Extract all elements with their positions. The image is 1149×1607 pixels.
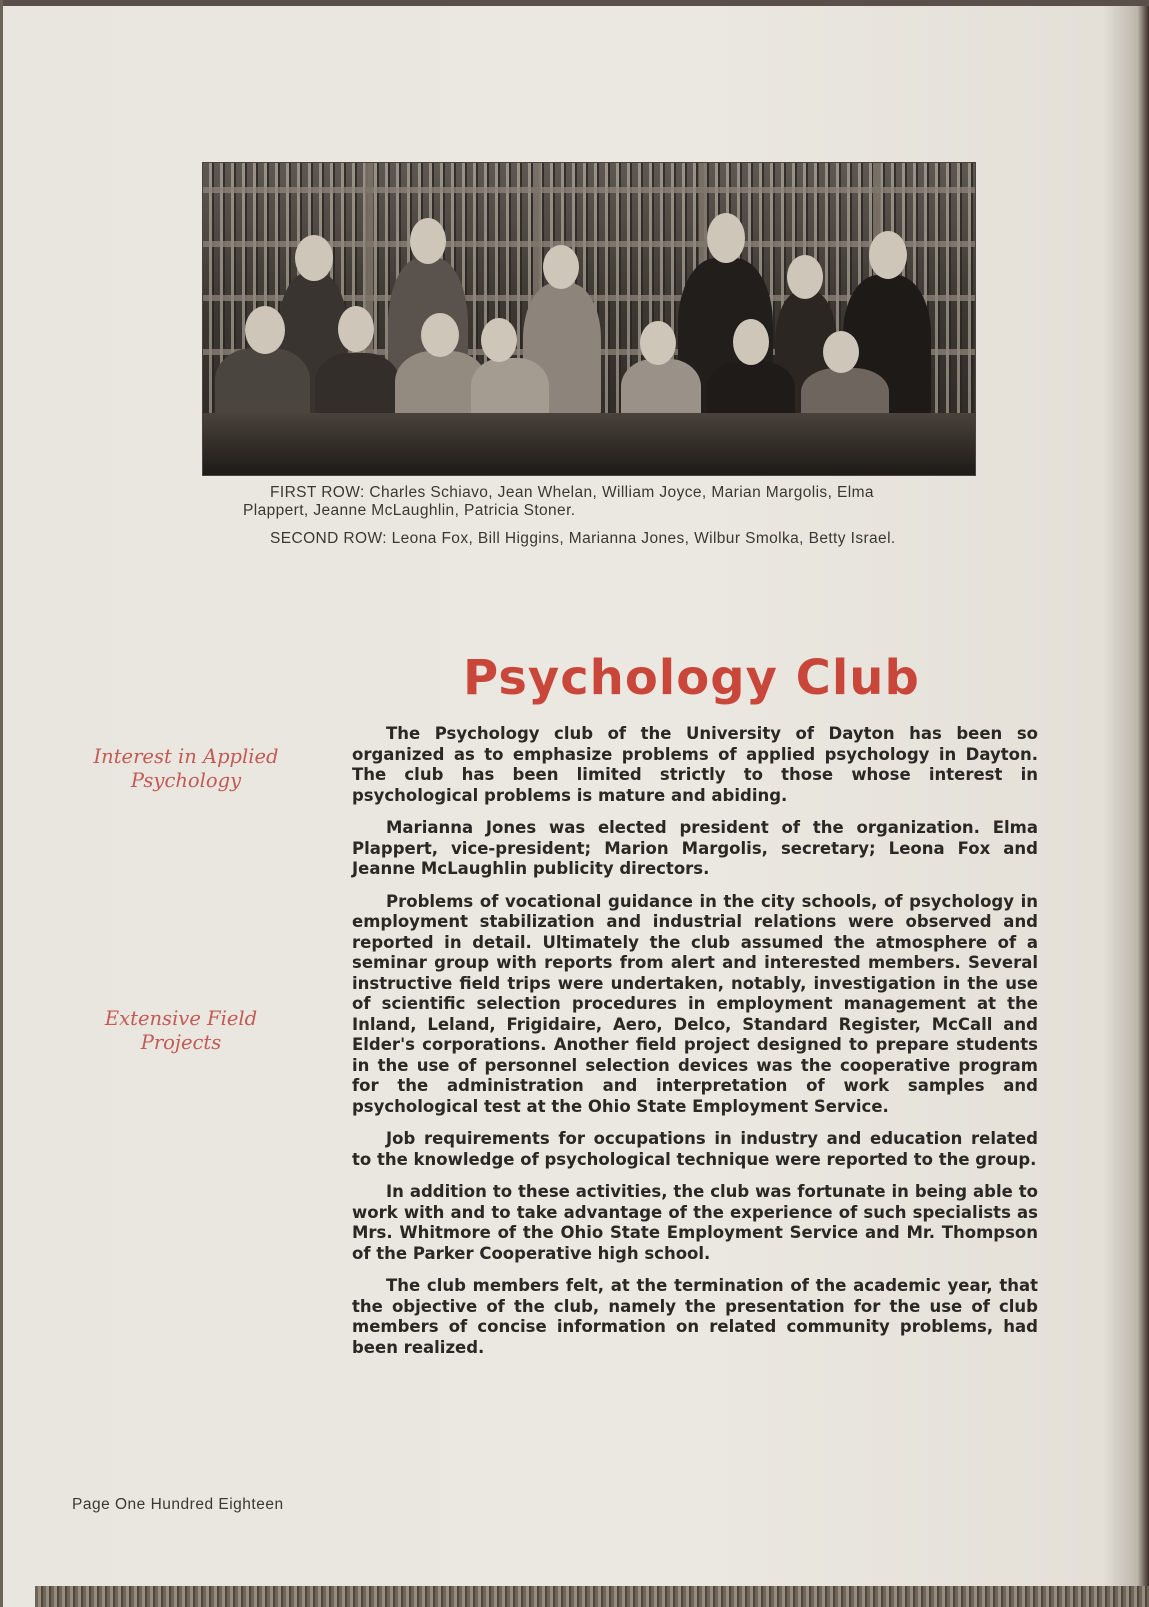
person-head <box>410 218 446 264</box>
paragraph: In addition to these activities, the club was fortunate in being able to work with and to take advantage of the experience of such specialists as Mrs. Whitmore of the Ohio State Employment Service and Mr. Thompson of the Parker Cooperative high school. <box>352 1182 1038 1263</box>
photo-caption <box>243 484 943 520</box>
caption-first-row: FIRST ROW: Charles Schiavo, Jean Whelan, William Joyce, Marian Margolis, Elma Plappert, Jeanne McLaughlin, Patricia Stoner. <box>243 484 874 519</box>
person-head <box>295 235 333 281</box>
person-head <box>338 306 374 352</box>
person-head <box>543 245 579 289</box>
article-body <box>352 724 1038 1370</box>
conference-table <box>203 413 975 475</box>
photo-caption-second <box>243 530 943 548</box>
page-left-edge <box>0 0 3 1607</box>
sidenote-field-projects: Extensive Field Projects <box>104 1007 258 1054</box>
person-head <box>823 331 859 373</box>
page-bottom-edge <box>35 1586 1149 1607</box>
person-head <box>481 318 517 362</box>
page-title: Psychology Club <box>463 650 920 706</box>
person-head <box>733 319 769 365</box>
shelf-line <box>203 187 975 193</box>
caption-second-row: SECOND ROW: Leona Fox, Bill Higgins, Marianna Jones, Wilbur Smolka, Betty Israel. <box>270 530 896 547</box>
paragraph: Job requirements for occupations in industry and education related to the knowledge of psychological technique were reported to the group. <box>352 1129 1038 1169</box>
person-head <box>245 306 285 354</box>
group-photo <box>203 163 975 475</box>
person-head <box>640 321 676 365</box>
sidenote-applied-psychology: Interest in Applied Psychology <box>93 745 279 792</box>
person-head <box>421 313 459 357</box>
page-number: Page One Hundred Eighteen <box>72 1496 284 1513</box>
paragraph: Marianna Jones was elected president of the organization. Elma Plappert, vice-president; Marion Margolis, secretary; Leona Fox and Jeanne McLaughlin publicity directors. <box>352 818 1038 878</box>
person-head <box>869 231 907 279</box>
page-top-edge <box>0 0 1149 6</box>
paragraph: The club members felt, at the termination of the academic year, that the objective of the club, namely the presentation for the use of club members of concise information on related community problems, had been realized. <box>352 1276 1038 1357</box>
person-head <box>787 255 823 299</box>
person-head <box>707 213 745 263</box>
paragraph: The Psychology club of the University of Dayton has been so organized as to emphasize problems of applied psychology in Dayton. The club has been limited strictly to those whose interest in psychological problems is mature and abiding. <box>352 724 1038 805</box>
paragraph: Problems of vocational guidance in the city schools, of psychology in employment stabilization and industrial relations were observed and reported in detail. Ultimately the club assumed the atmosphere of a seminar group with reports from alert and interested members. Several instructive field trips were undertaken, notably, investigation in the use of scientific selection procedures in employment management at the Inland, Leland, Frigidaire, Aero, Delco, Standard Register, McCall and Elder's corporations. Another field project designed to prepare students in the use of personnel selection devices was the cooperative program for the administration and interpretation of work samples and psychological test at the Ohio State Employment Service. <box>352 891 1038 1116</box>
